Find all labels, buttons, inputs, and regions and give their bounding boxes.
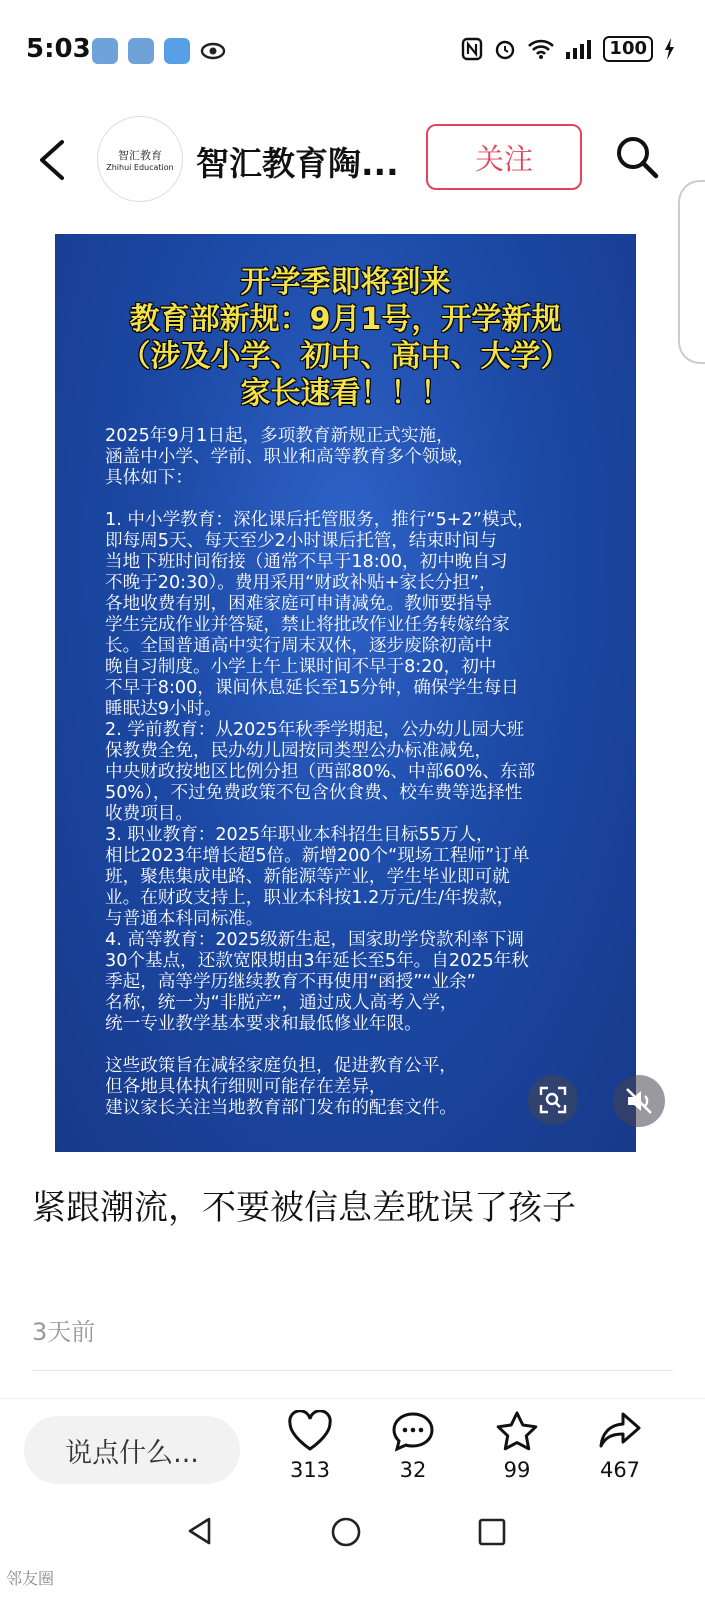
post-timestamp: 3天前: [32, 1318, 96, 1346]
watermark: 邻友圈: [6, 1569, 55, 1588]
comment-bubble-icon: [390, 1410, 436, 1452]
post-title-line: 开学季即将到来: [240, 265, 451, 300]
wifi-icon: [527, 38, 555, 60]
charging-icon: [663, 37, 675, 61]
notification-icons: [92, 38, 226, 64]
app-notification-icon: [164, 38, 190, 64]
follow-button[interactable]: 关注: [426, 124, 582, 190]
account-avatar[interactable]: [97, 116, 183, 202]
battery-indicator: 100: [603, 36, 653, 62]
account-name[interactable]: 智汇教育陶...: [196, 144, 399, 183]
like-count: 313: [289, 1458, 331, 1482]
side-drawer-handle[interactable]: [678, 180, 705, 364]
favorite-count: 99: [503, 1458, 531, 1482]
post-image-title: [55, 264, 636, 412]
post-caption: 紧跟潮流，不要被信息差耽误了孩子: [32, 1188, 576, 1228]
share-arrow-icon: [597, 1410, 643, 1452]
divider: [0, 1398, 705, 1399]
post-image-body-text: 2025年9月1日起，多项教育新规正式实施， 涵盖中小学、学前、职业和高等教育多个领域， 具体如下： 1. 中小学教育：深化课后托管服务，推行“5+2”模式， 即每周5天、每天至少2小时课后托管，结束时间与 当地下班时间衔接（通常不早于18:00，初中晚自习 不晚于20:30）。费用采用“财政补贴+家长分担”， 各地收费有别，困难家庭可申请减免。教师要指导 学生完成作业并答疑，禁止将批改作业任务转嫁给家 长。全国普通高中实行周末双休，逐步废除初高中 晚自习制度。小学上午上课时间不早于8:20，初中 不早于8:00，课间休息延长至15分钟，确保学生每日 睡眠达9小时。 2. 学前教育：从2025年秋季学期起，公办幼儿园大班 保教费全免，民办幼儿园按同类型公办标准减免， 中央财政按地区比例分担（西部80%、中部60%、东部 50%），不过免费政策不包含伙食费、校车费等选择性 收费项目。 3. 职业教育：2025年职业本科招生目标55万人， 相比2023年增长超5倍。新增200个“现场工程师”订单 班，聚焦集成电路、新能源等产业，学生毕业即可就 业。在财政支持上，职业本科按1.2万元/生/年拨款， 与普通本科同标准。 4. 高等教育：2025级新生起，国家助学贷款利率下调 30个基点，还款宽限期由3年延长至5年。自2025年秋 季起，高等学历继续教育不再使用“函授”“业余” 名称，统一为“非脱产”，通过成人高考入学， 统一专业教学基本要求和最低修业年限。 这些政策旨在减轻家庭负担，促进教育公平， 但各地具体执行细则可能存在差异， 建议家长关注当地教育部门发布的配套文件。: [105, 426, 536, 1118]
avatar-logo-text: 智汇教育: [118, 148, 162, 162]
post-title-line: 家长速看！！！: [240, 376, 451, 411]
signal-icon: [565, 38, 593, 60]
post-title-line: 教育部新规：9月1号，开学新规: [129, 302, 562, 337]
post-title-line: （涉及小学、初中、高中、大学）: [120, 339, 571, 374]
nav-home-icon[interactable]: [330, 1516, 362, 1548]
scan-search-icon: [539, 1086, 567, 1114]
search-icon[interactable]: [614, 134, 660, 180]
comment-input[interactable]: 说点什么...: [24, 1416, 240, 1484]
back-arrow-icon[interactable]: [34, 136, 70, 184]
avatar-logo-subtext: Zhihui Education: [106, 162, 174, 172]
status-time: 5:03: [26, 34, 91, 64]
star-icon: [494, 1410, 540, 1452]
app-notification-icon: [128, 38, 154, 64]
heart-icon: [287, 1410, 333, 1452]
app-notification-icon: [92, 38, 118, 64]
divider: [32, 1370, 673, 1371]
comment-button[interactable]: [378, 1410, 448, 1482]
favorite-button[interactable]: [482, 1410, 552, 1482]
comment-count: 32: [399, 1458, 427, 1482]
share-button[interactable]: [585, 1410, 655, 1482]
speaker-muted-icon: [624, 1086, 654, 1116]
post-image[interactable]: [55, 234, 636, 1152]
nav-recent-apps-icon[interactable]: [478, 1518, 506, 1546]
like-button[interactable]: [275, 1410, 345, 1482]
mute-button[interactable]: [613, 1075, 665, 1127]
eye-icon: [200, 38, 226, 64]
nav-back-icon[interactable]: [185, 1516, 215, 1546]
system-status-icons: [461, 36, 675, 62]
share-count: 467: [599, 1458, 641, 1482]
alarm-icon: [493, 37, 517, 61]
nfc-icon: [461, 37, 483, 61]
image-scan-button[interactable]: [528, 1075, 578, 1125]
